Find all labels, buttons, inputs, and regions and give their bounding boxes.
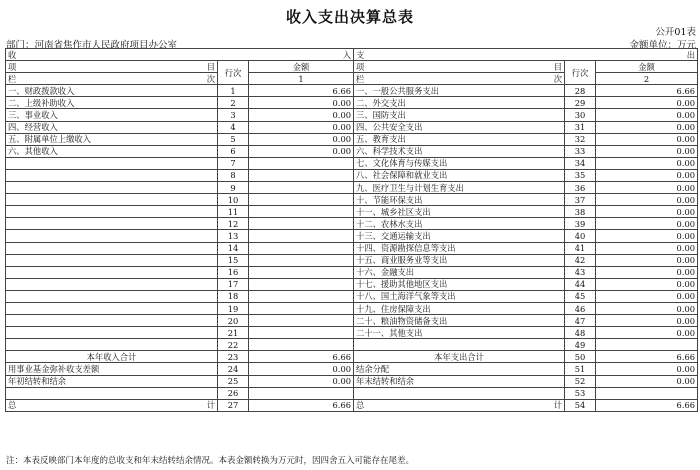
- table-row: [6, 327, 698, 339]
- income-line-number: 21: [218, 327, 249, 339]
- expense-item-name: 六、科学技术支出: [354, 145, 565, 157]
- income-summary-name: [6, 387, 218, 399]
- income-amount: [249, 218, 354, 230]
- income-line-number: 2: [218, 97, 249, 109]
- income-amount: 6.66: [249, 351, 354, 363]
- expense-header-left: 支: [356, 49, 365, 60]
- expense-line-number: 46: [565, 302, 596, 314]
- income-amount: [249, 157, 354, 169]
- amount-unit-label: 金额单位：万元: [629, 40, 696, 51]
- table-row: [6, 85, 698, 97]
- expense-amount: 0.00: [596, 157, 698, 169]
- income-line-number: 16: [218, 266, 249, 278]
- expense-amount: [596, 387, 698, 399]
- expense-amount: 0.00: [596, 109, 698, 121]
- income-item-header: [6, 61, 218, 73]
- expense-line-number: 51: [565, 363, 596, 375]
- income-section-header: [6, 49, 354, 61]
- expense-amount: 0.00: [596, 182, 698, 194]
- expense-amount: 0.00: [596, 97, 698, 109]
- expense-item-name: 十四、资源勘探信息等支出: [354, 242, 565, 254]
- expense-item-name: 二十、粮油物资储备支出: [354, 315, 565, 327]
- income-item-name: 一、财政拨款收入: [6, 85, 218, 97]
- income-line-number: 26: [218, 387, 249, 399]
- expense-column-header-left: 栏: [356, 73, 365, 84]
- table-row: [6, 218, 698, 230]
- expense-column-header: [354, 73, 565, 85]
- income-header-left: 收: [8, 49, 17, 60]
- expense-amount: 0.00: [596, 133, 698, 145]
- expense-amount: 0.00: [596, 254, 698, 266]
- income-item-name: [6, 315, 218, 327]
- income-item-name: [6, 157, 218, 169]
- total-row: [6, 399, 698, 411]
- income-line-number: 19: [218, 302, 249, 314]
- income-amount: [249, 327, 354, 339]
- expense-summary-name: 本年支出合计: [354, 351, 565, 363]
- expense-item-name: 七、文化体育与传媒支出: [354, 157, 565, 169]
- table-row: [6, 109, 698, 121]
- expense-amount: 0.00: [596, 290, 698, 302]
- expense-amount: 0.00: [596, 302, 698, 314]
- income-total-label: [6, 399, 218, 411]
- table-row: [6, 157, 698, 169]
- header-row-item: [6, 61, 698, 73]
- expense-header-right: 出: [686, 49, 696, 60]
- income-line-number: 6: [218, 145, 249, 157]
- expense-line-number: 47: [565, 315, 596, 327]
- income-line-number: 1: [218, 85, 249, 97]
- income-item-name: [6, 302, 218, 314]
- expense-line-no-header: 行次: [565, 61, 596, 85]
- income-item-name: 二、上级补助收入: [6, 97, 218, 109]
- table-row: [6, 290, 698, 302]
- expense-item-name: 十二、农林水支出: [354, 218, 565, 230]
- table-row: [6, 97, 698, 109]
- expense-total-label-right: 计: [553, 400, 563, 411]
- income-line-number: 8: [218, 169, 249, 181]
- expense-item-header-left: 项: [356, 61, 365, 72]
- income-amount: [249, 254, 354, 266]
- income-item-name: 五、附属单位上缴收入: [6, 133, 218, 145]
- income-amount: 0.00: [249, 145, 354, 157]
- expense-item-name: 十六、金融支出: [354, 266, 565, 278]
- income-amount: [249, 230, 354, 242]
- income-line-number: 17: [218, 278, 249, 290]
- expense-line-number: 43: [565, 266, 596, 278]
- table-row: [6, 121, 698, 133]
- table-row: [6, 315, 698, 327]
- expense-item-header-right: 目: [553, 61, 563, 72]
- income-line-number: 23: [218, 351, 249, 363]
- summary-row: [6, 363, 698, 375]
- table-row: [6, 242, 698, 254]
- income-column-header: [6, 73, 218, 85]
- income-line-number: 15: [218, 254, 249, 266]
- income-total-amount: 6.66: [249, 399, 354, 411]
- income-amount: [249, 169, 354, 181]
- expense-line-number: 41: [565, 242, 596, 254]
- expense-amount: 0.00: [596, 145, 698, 157]
- expense-amount: 0.00: [596, 315, 698, 327]
- income-item-name: [6, 266, 218, 278]
- income-line-number: 10: [218, 194, 249, 206]
- expense-item-name: 五、教育支出: [354, 133, 565, 145]
- expense-item-name: 十三、交通运输支出: [354, 230, 565, 242]
- expense-total-line: 54: [565, 399, 596, 411]
- expense-amount: 0.00: [596, 194, 698, 206]
- income-amount: 0.00: [249, 133, 354, 145]
- department-label: 部门：河南省焦作市人民政府项目办公室: [6, 40, 178, 51]
- expense-line-number: 36: [565, 182, 596, 194]
- expense-line-number: 31: [565, 121, 596, 133]
- income-item-name: [6, 218, 218, 230]
- income-column-header-left: 栏: [8, 73, 17, 84]
- income-column-header-right: 次: [206, 73, 215, 84]
- expense-amount: 0.00: [596, 375, 698, 387]
- income-item-name: [6, 290, 218, 302]
- expense-column-header-right: 次: [553, 73, 563, 84]
- income-item-name: [6, 254, 218, 266]
- expense-line-number: 32: [565, 133, 596, 145]
- expense-line-number: 37: [565, 194, 596, 206]
- income-amount-header: 金额: [249, 61, 354, 73]
- expense-amount: 0.00: [596, 121, 698, 133]
- table-row: [6, 302, 698, 314]
- expense-amount: 0.00: [596, 266, 698, 278]
- expense-item-name: 八、社会保障和就业支出: [354, 169, 565, 181]
- expense-total-amount: 6.66: [596, 399, 698, 411]
- expense-item-header: [354, 61, 565, 73]
- income-amount: [249, 206, 354, 218]
- expense-item-name: 十、节能环保支出: [354, 194, 565, 206]
- expense-item-name: 十八、国土海洋气象等支出: [354, 290, 565, 302]
- expense-total-label: [354, 399, 565, 411]
- income-item-name: [6, 206, 218, 218]
- expense-total-label-left: 总: [356, 400, 365, 411]
- expense-item-name: 二十一、其他支出: [354, 327, 565, 339]
- income-item-header-right: 目: [206, 61, 215, 72]
- expense-item-name: 十五、商业服务业等支出: [354, 254, 565, 266]
- income-item-name: [6, 169, 218, 181]
- expense-line-number: 40: [565, 230, 596, 242]
- income-amount: [249, 194, 354, 206]
- income-column-number: 1: [249, 73, 354, 85]
- table-body: [6, 49, 698, 412]
- expense-amount-header: 金额: [596, 61, 698, 73]
- expense-line-number: 34: [565, 157, 596, 169]
- expense-summary-name: 年末结转和结余: [354, 375, 565, 387]
- expense-item-name: 一、一般公共服务支出: [354, 85, 565, 97]
- expense-amount: 6.66: [596, 85, 698, 97]
- income-amount: [249, 266, 354, 278]
- income-item-name: 六、其他收入: [6, 145, 218, 157]
- income-amount: [249, 242, 354, 254]
- income-item-name: [6, 339, 218, 351]
- expense-column-number: 2: [596, 73, 698, 85]
- table-row: [6, 278, 698, 290]
- summary-row: [6, 387, 698, 399]
- expense-line-number: 45: [565, 290, 596, 302]
- expense-item-name: 十九、住房保障支出: [354, 302, 565, 314]
- income-line-number: 3: [218, 109, 249, 121]
- income-line-number: 22: [218, 339, 249, 351]
- summary-row: [6, 351, 698, 363]
- table-row: [6, 182, 698, 194]
- income-amount: [249, 278, 354, 290]
- expense-line-number: 50: [565, 351, 596, 363]
- income-line-number: 14: [218, 242, 249, 254]
- table-row: [6, 133, 698, 145]
- expense-section-header: [354, 49, 698, 61]
- expense-item-name: 九、医疗卫生与计划生育支出: [354, 182, 565, 194]
- income-amount: 0.00: [249, 121, 354, 133]
- income-line-number: 7: [218, 157, 249, 169]
- income-item-name: 三、事业收入: [6, 109, 218, 121]
- expense-amount: 0.00: [596, 230, 698, 242]
- income-line-number: 9: [218, 182, 249, 194]
- income-line-number: 25: [218, 375, 249, 387]
- income-summary-name: 用事业基金弥补收支差额: [6, 363, 218, 375]
- expense-amount: 6.66: [596, 351, 698, 363]
- income-header-right: 入: [342, 49, 352, 60]
- income-line-number: 12: [218, 218, 249, 230]
- income-line-number: 13: [218, 230, 249, 242]
- expense-line-number: 30: [565, 109, 596, 121]
- income-amount: [249, 302, 354, 314]
- expense-item-name: 十一、城乡社区支出: [354, 206, 565, 218]
- table-row: [6, 266, 698, 278]
- income-expense-table: [5, 48, 698, 412]
- expense-line-number: 42: [565, 254, 596, 266]
- expense-amount: 0.00: [596, 218, 698, 230]
- expense-line-number: 53: [565, 387, 596, 399]
- income-total-line: 27: [218, 399, 249, 411]
- expense-line-number: 49: [565, 339, 596, 351]
- table-row: [6, 194, 698, 206]
- expense-item-name: 三、国防支出: [354, 109, 565, 121]
- income-line-number: 20: [218, 315, 249, 327]
- expense-item-name: 二、外交支出: [354, 97, 565, 109]
- expense-summary-name: 结余分配: [354, 363, 565, 375]
- expense-line-number: 29: [565, 97, 596, 109]
- income-line-number: 11: [218, 206, 249, 218]
- expense-amount: 0.00: [596, 169, 698, 181]
- header-row-section: [6, 49, 698, 61]
- income-summary-name: 年初结转和结余: [6, 375, 218, 387]
- table-row: [6, 169, 698, 181]
- income-item-name: [6, 230, 218, 242]
- income-line-number: 4: [218, 121, 249, 133]
- income-total-label-right: 计: [206, 400, 215, 411]
- income-amount: [249, 315, 354, 327]
- summary-row: [6, 375, 698, 387]
- income-item-name: [6, 182, 218, 194]
- expense-line-number: 35: [565, 169, 596, 181]
- expense-item-name: 四、公共安全支出: [354, 121, 565, 133]
- income-item-name: [6, 242, 218, 254]
- form-number: 公开01表: [655, 27, 696, 38]
- expense-line-number: 52: [565, 375, 596, 387]
- expense-amount: [596, 339, 698, 351]
- income-amount: 6.66: [249, 85, 354, 97]
- expense-line-number: 44: [565, 278, 596, 290]
- expense-summary-name: [354, 387, 565, 399]
- income-amount: 0.00: [249, 375, 354, 387]
- income-item-name: [6, 194, 218, 206]
- income-summary-name: 本年收入合计: [6, 351, 218, 363]
- expense-line-number: 28: [565, 85, 596, 97]
- expense-item-name: [354, 339, 565, 351]
- income-amount: [249, 339, 354, 351]
- income-amount: 0.00: [249, 109, 354, 121]
- income-item-name: [6, 327, 218, 339]
- expense-amount: 0.00: [596, 363, 698, 375]
- income-amount: 0.00: [249, 363, 354, 375]
- expense-amount: 0.00: [596, 278, 698, 290]
- table-row: [6, 230, 698, 242]
- expense-item-name: 十七、援助其他地区支出: [354, 278, 565, 290]
- report-title: 收入支出决算总表: [285, 8, 414, 26]
- income-item-header-left: 项: [8, 61, 17, 72]
- income-line-no-header: 行次: [218, 61, 249, 85]
- table-row: [6, 206, 698, 218]
- table-row: [6, 339, 698, 351]
- income-amount: 0.00: [249, 97, 354, 109]
- expense-line-number: 48: [565, 327, 596, 339]
- income-line-number: 24: [218, 363, 249, 375]
- income-line-number: 5: [218, 133, 249, 145]
- footnote: 注：本表反映部门本年度的总收支和年末结转结余情况。本表金额转换为万元时，因四舍五入可能存在尾差。: [6, 456, 415, 466]
- expense-amount: 0.00: [596, 206, 698, 218]
- income-line-number: 18: [218, 290, 249, 302]
- income-item-name: 四、经营收入: [6, 121, 218, 133]
- expense-line-number: 39: [565, 218, 596, 230]
- income-total-label-left: 总: [8, 400, 17, 411]
- income-amount: [249, 182, 354, 194]
- expense-line-number: 33: [565, 145, 596, 157]
- income-amount: [249, 290, 354, 302]
- expense-line-number: 38: [565, 206, 596, 218]
- income-amount: [249, 387, 354, 399]
- table-row: [6, 254, 698, 266]
- income-item-name: [6, 278, 218, 290]
- expense-amount: 0.00: [596, 242, 698, 254]
- table-row: [6, 145, 698, 157]
- expense-amount: 0.00: [596, 327, 698, 339]
